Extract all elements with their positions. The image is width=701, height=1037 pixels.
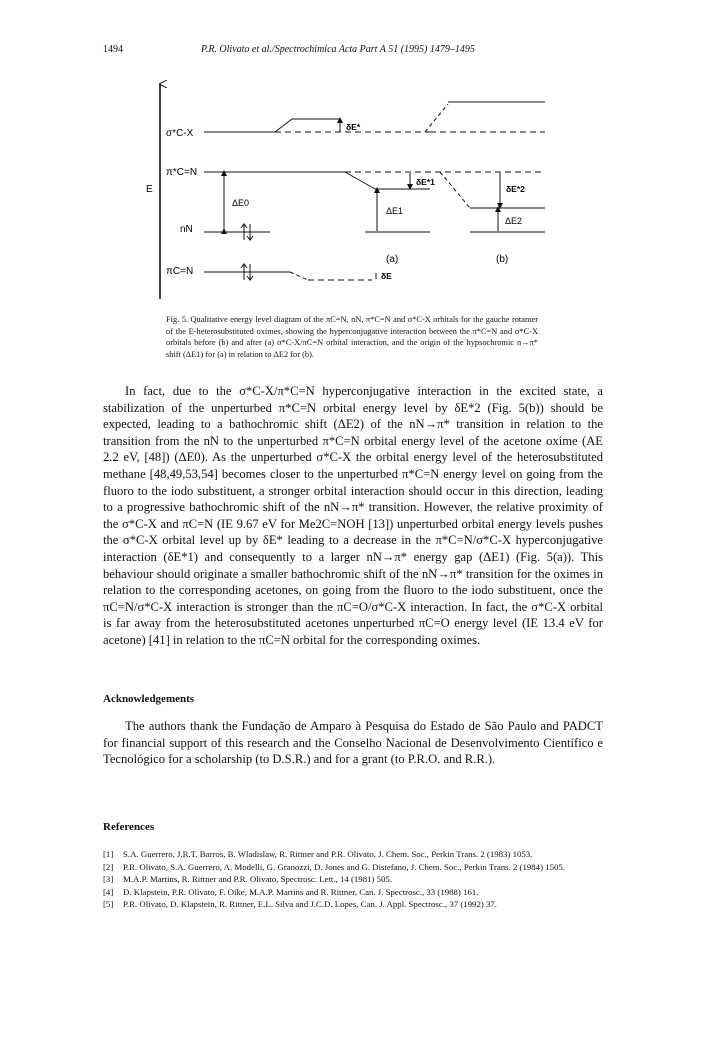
- pi-star-fall-b: [440, 172, 470, 208]
- sigma-star-rise-b: [425, 104, 448, 132]
- reference-item: [3] M.A.P. Martins, R. Rittner and P.R. Olivato, Spectrosc. Lett., 14 (1981) 505.: [103, 874, 393, 885]
- pi-cn-label: πC=N: [166, 266, 194, 277]
- sigma-star-rise-a: [275, 119, 292, 132]
- pi-star-fall-a: [345, 172, 375, 189]
- reference-item: [1] S.A. Guerrero, J.R.T. Barros, B. Wladislaw, R. Rittner and P.R. Olivato, J. Chem. Soc., Perkin Trans. 2 (1983) 1053.: [103, 849, 533, 859]
- pi-star-label: π*C=N: [166, 167, 198, 178]
- se-star1-label: δE*1: [416, 177, 435, 187]
- reference-item: [2] P.R. Olivato, S.A. Guerrero, A. Modelli, G. Granozzi, D. Jones and G. Distefano, J. Chem. Soc., Perkin Trans. 2 (1984) 1505.: [103, 861, 566, 872]
- sigma-star-label: σ*C-X: [166, 128, 194, 139]
- running-head: P.R. Olivato et al./Spectrochimica Acta Part A 51 (1995) 1479–1495: [201, 44, 475, 55]
- se-bottom-label: δE: [381, 271, 392, 281]
- acknowledgements-text: The authors thank the Fundação de Amparo à Pesquisa do Estado de São Paulo and PADCT for financial support of this research and the Conselho Nacional de Desenvolvimento Científico e Tecnológico for a scholarship (to D.S.R.) and for a grant (to P.R.O. and R.R.).: [103, 719, 603, 767]
- delta-e0-label: ΔE0: [232, 198, 250, 208]
- delta-e2-label: ΔE2: [505, 216, 523, 226]
- references-heading: References: [103, 821, 155, 833]
- reference-list: [103, 848, 603, 911]
- pi-cn-fall: [290, 272, 308, 280]
- energy-diagram-svg: [140, 74, 560, 304]
- page-number: 1494: [103, 44, 123, 55]
- n-n-label: nN: [180, 224, 193, 235]
- energy-level-diagram: [140, 74, 560, 304]
- figure-caption: Fig. 5. Qualitative energy level diagram of the πC=N, nN, π*C=N and σ*C-X orbitals for the gauche rotamer of the E-heterosubstituted oximes, showing the hyperconjugative interaction between the π*C=N and σ*C-X orbitals before (b) and after (a) σ*C-X/πC=N orbital interaction, and the origin of the hypsochromic n→π* shift (ΔE1) for (a) in relation to ΔE2 for (b).: [166, 315, 538, 359]
- se-star-top-label: δE*: [346, 122, 361, 132]
- reference-item: [4] D. Klapstein, P.R. Olivato, F. Oike, M.A.P. Martins and R. Rittner, Can. J. Spectrosc., 33 (1988) 161.: [103, 886, 479, 897]
- energy-axis-label: E: [146, 184, 153, 195]
- panel-a-label: (a): [386, 254, 399, 265]
- se-star2-label: δE*2: [506, 184, 525, 194]
- panel-b-label: (b): [496, 254, 509, 265]
- reference-item: [5] P.R. Olivato, D. Klapstein, R. Rittner, E.L. Silva and J.C.D. Lopes, Can. J. Appl. Spectrosc., 37 (1992) 37.: [103, 899, 497, 910]
- body-paragraph: In fact, due to the σ*C-X/π*C=N hyperconjugative interaction in the excited state, a stabilization of the unperturbed π*C=N orbital energy level by δE*2 (Fig. 5(b)) should be expected, leading to a bathochromic shift (ΔE2) of the nN→π* transition in relation to the transition from the nN to the unperturbed π*C=N orbital energy level of the acetone oxime (AE 2.2 eV, [48]) (ΔE0). As the unperturbed σ*C-X the orbital energy level of the heterosubstituted methane [48,49,53,54] becomes closer to the unperturbed π*C=N energy level on going from the fluoro to the iodo substituent, a stronger orbital interaction should occur in this direction, leading to a progressive bathochromic shift of the nN→π* transition. However, the relative proximity of the σ*C-X and πC=N (IE 9.67 eV for Me2C=NOH [13]) unperturbed orbital energy levels pushes the σ*C-X orbital level up by δE* leading to a decrease in the π*C=N/σ*C-X hyperconjugative interaction (δE*1) and consequently to a larger nN→π* energy gap (ΔE1) (Fig. 5(a)). This behaviour should originate a smaller bathochromic shift of the nN→π* transition for the oximes in relation to the corresponding acetones, on going from the fluoro to the iodo substituent, once the πC=N/σ*C-X interaction is stronger than the πC=O/σ*C-X interaction. In fact, the σ*C-X orbital is far away from the heterosubstituted acetones unperturbed πC=O energy level (IE 13.4 eV for acetone) [41] in relation to the πC=N orbital for the corresponding oximes.: [103, 384, 603, 647]
- delta-e1-label: ΔE1: [386, 206, 404, 216]
- acknowledgements-heading: Acknowledgements: [103, 693, 195, 705]
- page-header: [103, 44, 603, 58]
